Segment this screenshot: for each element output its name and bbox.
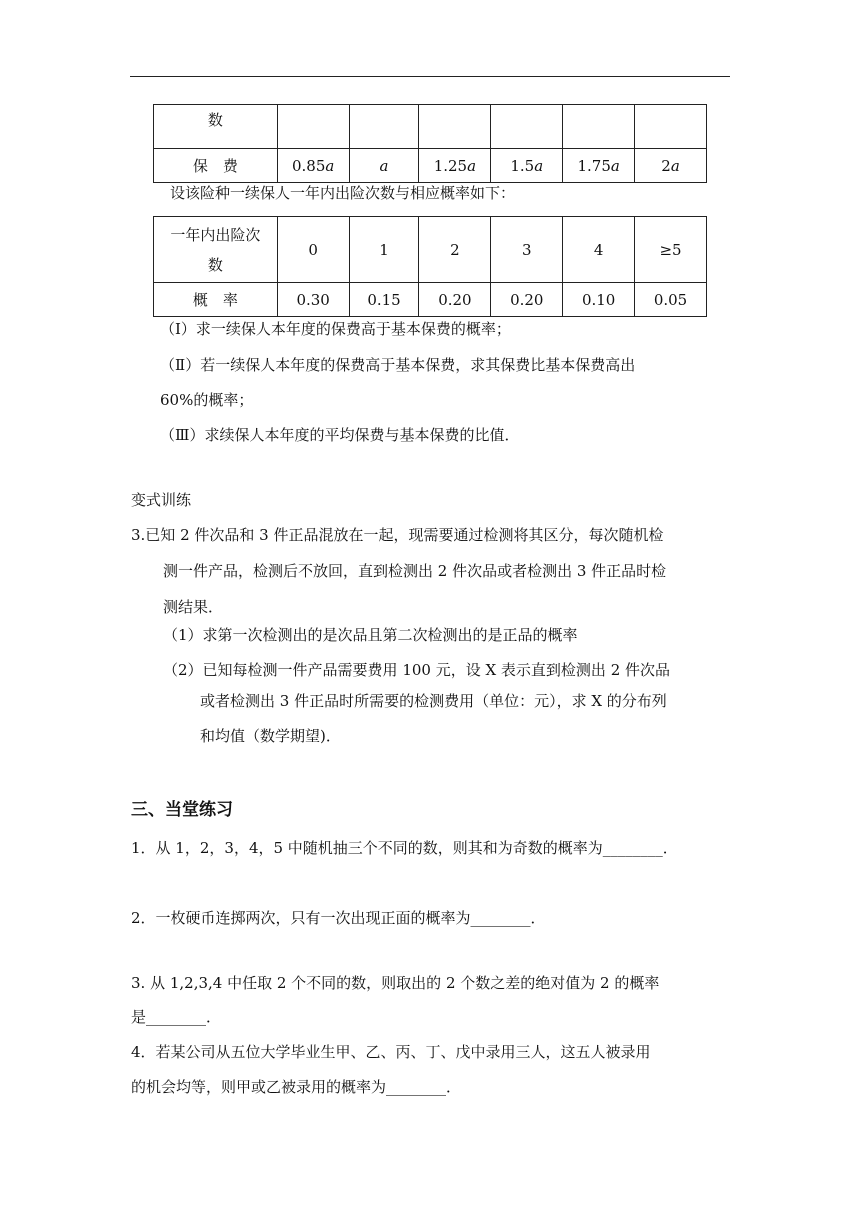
premium-table-row-count	[154, 105, 707, 149]
probability-table-row-prob	[154, 283, 707, 317]
exercise-4-line-2: 的机会均等，则甲或乙被录用的概率为________．	[131, 1078, 462, 1096]
prob-cell: 0.20	[491, 283, 563, 317]
premium-cell: 0.85a	[277, 149, 349, 183]
problem-3-part-2-line-3: 和均值（数学期望)．	[200, 727, 341, 745]
prob-cell: 0.05	[635, 283, 707, 317]
variant-training-title: 变式训练	[131, 491, 192, 509]
question-2-line-1: （Ⅱ）若一续保人本年度的保费高于基本保费，求其保费比基本保费高出	[160, 356, 636, 374]
section-title: 三、当堂练习	[131, 800, 233, 820]
problem-3-part-2-line-2: 或者检测出 3 件正品时所需要的检测费用（单位：元），求 X 的分布列	[200, 692, 667, 710]
problem-3-line-2: 测一件产品，检测后不放回，直到检测出 2 件次品或者检测出 3 件正品时检	[163, 562, 667, 580]
question-2-line-2: 60%的概率；	[160, 391, 254, 409]
count-cell: 4	[563, 217, 635, 283]
exercise-2: 2．一枚硬币连掷两次，只有一次出现正面的概率为________．	[131, 909, 546, 927]
question-1: （Ⅰ）求一续保人本年度的保费高于基本保费的概率；	[160, 320, 511, 338]
prob-cell: 0.15	[349, 283, 419, 317]
problem-3-part-1: （1）求第一次检测出的是次品且第二次检测出的是正品的概率	[163, 626, 578, 644]
count-cell: 3	[491, 217, 563, 283]
premium-cell: 1.75a	[563, 149, 635, 183]
exercise-3-line-2: 是________．	[131, 1008, 222, 1026]
count-cell: 2	[419, 217, 491, 283]
premium-cell: 1.5a	[491, 149, 563, 183]
premium-table-premium-head: 保 费	[154, 149, 278, 183]
count-cell: 1	[349, 217, 419, 283]
exercise-4-line-1: 4．若某公司从五位大学毕业生甲、乙、丙、丁、戊中录用三人，这五人被录用	[131, 1043, 651, 1061]
count-cell: ≥5	[635, 217, 707, 283]
header-rule	[130, 76, 730, 77]
premium-cell: 1.25a	[419, 149, 491, 183]
probability-table-count-head: 一年内出险次 数	[154, 217, 278, 283]
probability-table-row-count	[154, 217, 707, 283]
question-3: （Ⅲ）求续保人本年度的平均保费与基本保费的比值．	[160, 426, 520, 444]
premium-cell: 2a	[635, 149, 707, 183]
exercise-1: 1．从 1，2，3，4，5 中随机抽三个不同的数，则其和为奇数的概率为________．	[131, 839, 678, 857]
prob-cell: 0.30	[277, 283, 349, 317]
probability-table-prob-head: 概 率	[154, 283, 278, 317]
premium-table	[153, 104, 707, 183]
premium-table-count-head: 数	[154, 105, 278, 149]
problem-3-line-3: 测结果．	[163, 598, 224, 616]
intro-text: 设该险种一续保人一年内出险次数与相应概率如下：	[170, 184, 516, 202]
premium-table-row-premium	[154, 149, 707, 183]
count-cell: 0	[277, 217, 349, 283]
probability-table	[153, 216, 707, 317]
premium-cell: a	[349, 149, 419, 183]
problem-3-line-1: 3.已知 2 件次品和 3 件正品混放在一起，现需要通过检测将其区分，每次随机检	[131, 526, 664, 544]
exercise-3-line-1: 3. 从 1,2,3,4 中任取 2 个不同的数，则取出的 2 个数之差的绝对值为 2 的概率	[131, 974, 660, 992]
problem-3-part-2-line-1: （2）已知每检测一件产品需要费用 100 元，设 X 表示直到检测出 2 件次品	[163, 661, 671, 679]
prob-cell: 0.20	[419, 283, 491, 317]
prob-cell: 0.10	[563, 283, 635, 317]
